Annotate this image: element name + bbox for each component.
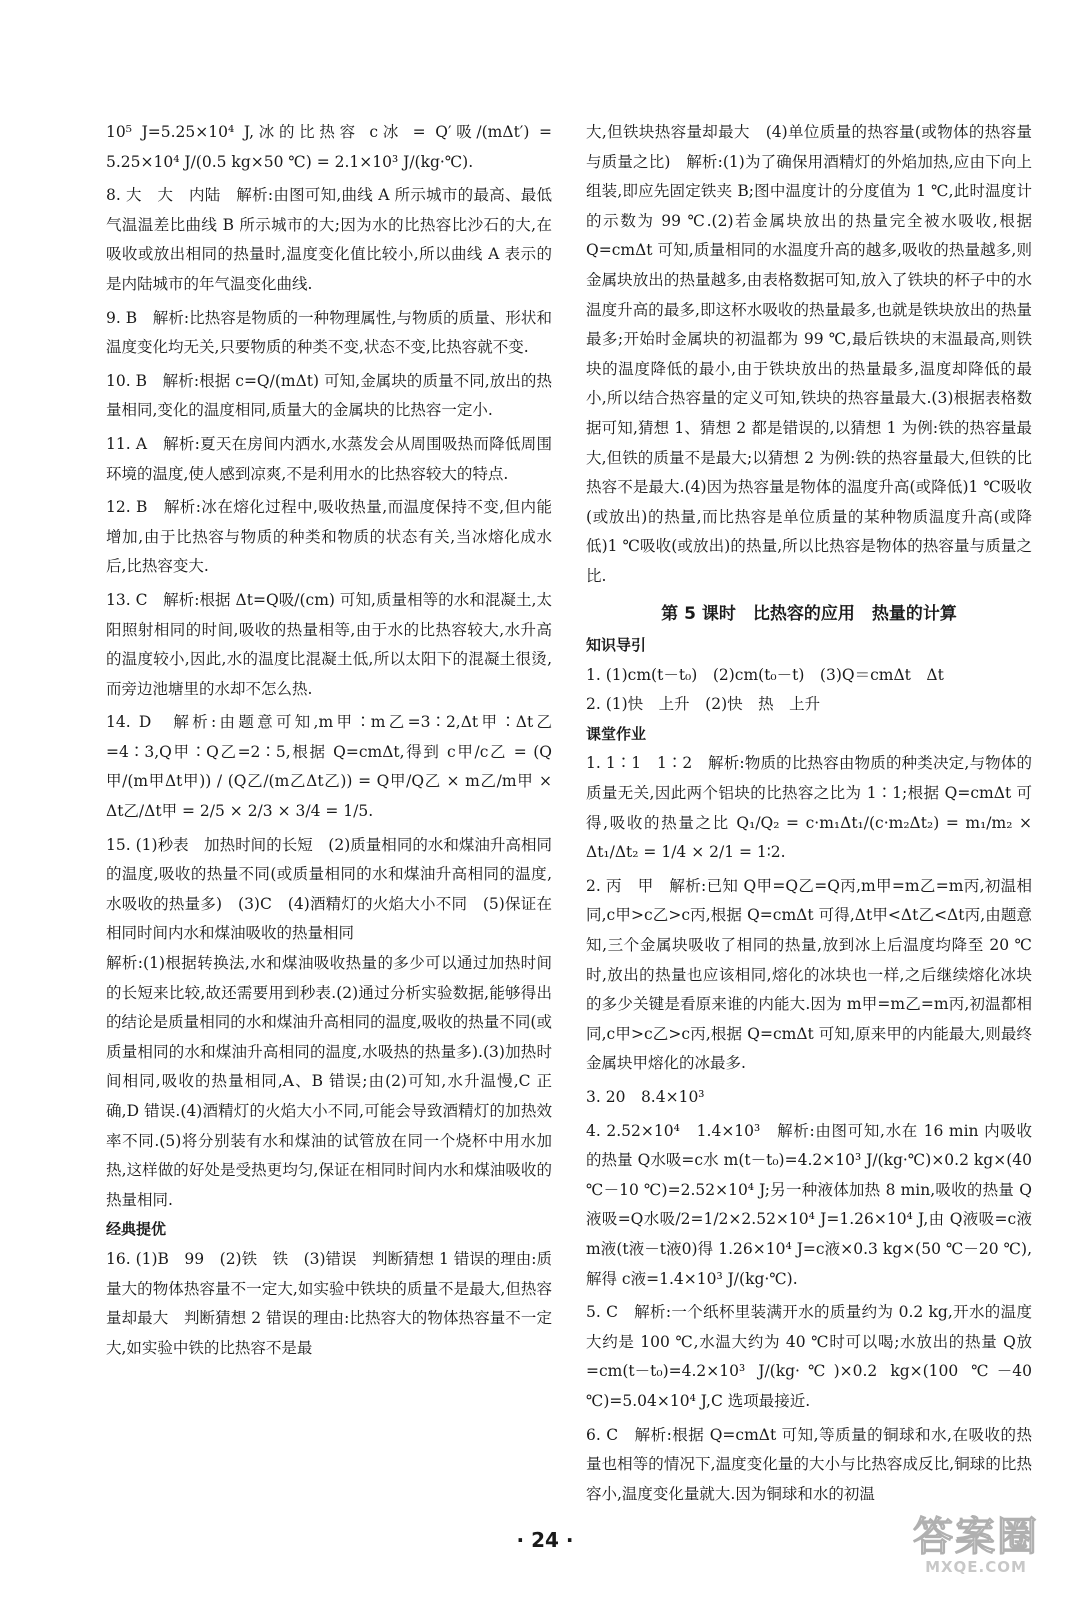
classwork-answer-2: 2. 丙 甲 解析:已知 Q甲=Q乙=Q丙,m甲=m乙=m丙,初温相同,c甲>c乙>c丙,根据 Q=cmΔt 可得,Δt甲<Δt乙<Δt丙,由题意知,三个金属块吸收了相同的热量,放到冰上后温度均降至 20 ℃时,放出的热量也应该相同,熔化的冰块也一样,之后继续熔化冰块的多少关键是看原来谁的内能大.因为 m甲=m乙=m丙,初温都相同,c甲>c乙>c丙,根据 Q=cmΔt 可知,原来甲的内能最大,则最终金属块甲熔化的冰最多.	[586, 876, 1032, 1073]
answer-8: 8. 大 大 内陆 解析:由图可知,曲线 A 所示城市的最高、最低气温温差比曲线 B 所示城市的大;因为水的比热容比沙石的大,在吸收或放出相同的热量时,温度变化值比较小,所以曲线 A 表示的是内陆城市的年气温变化曲线.	[106, 186, 552, 293]
answer-10: 10. B 解析:根据 c=Q/(mΔt) 可知,金属块的质量不同,放出的热量相同,变化的温度相同,质量大的金属块的比热容一定小.	[106, 371, 552, 420]
answer-15-analysis: 解析:(1)根据转换法,水和煤油吸收热量的多少可以通过加热时间的长短来比较,故还需要用到秒表.(2)通过分析实验数据,能够得出的结论是质量相同的水和煤油升高相同的温度,吸收的热量不同(或质量相同的水和煤油升高相同的温度,水吸热的热量多).(3)加热时间相同,吸收的热量相同,A、B 错误;由(2)可知,水升温慢,C 正确,D 错误.(4)酒精灯的火焰大小不同,可能会导致酒精灯的加热效率不同.(5)将分别装有水和煤油的试管放在同一个烧杯中用水加热,这样做的好处是受热更均匀,保证在相同时间内水和煤油吸收的热量相同.	[106, 954, 552, 1209]
guide-item-2: 2. (1)快 上升 (2)快 热 上升	[586, 695, 821, 714]
answer-13: 13. C 解析:根据 Δt=Q吸/(cm) 可知,质量相等的水和混凝土,太阳照射相同的时间,吸收的热量相等,由于水的比热容较大,水升高的温度较小,因此,水的温度比混凝土低,所以太阳下的混凝土很烫,而旁边池塘里的水却不怎么热.	[106, 590, 552, 698]
classwork-answer-1: 1. 1∶1 1∶2 解析:物质的比热容由物质的种类决定,与物体的质量无关,因此两个铝块的比热容之比为 1∶1;根据 Q=cmΔt 可得,吸收的热量之比 Q₁/Q₂ = c·m₁Δt₁/(c·m₂Δt₂) = m₁/m₂ × Δt₁/Δt₂ = 1/4 × 2/1 = 1∶2.	[586, 754, 1032, 862]
classwork-answer-3: 3. 20 8.4×10³	[586, 1088, 705, 1106]
subheading-advanced: 经典提优	[106, 1220, 167, 1239]
answer-16: 16. (1)B 99 (2)铁 铁 (3)错误 判断猜想 1 错误的理由:质量大的物体热容量不一定大,如实验中铁块的质量不是最大,但热容量却最大 判断猜想 2 错误的理由:比热容大的物体热容量不一定大,如实验中铁的比热容不是最	[106, 1249, 552, 1357]
right-column	[586, 118, 1032, 1509]
answer-11: 11. A 解析:夏天在房间内洒水,水蒸发会从周围吸热而降低周围环境的温度,使人感到凉爽,不是利用水的比热容较大的特点.	[106, 434, 552, 483]
answer-continuation: 10⁵ J=5.25×10⁴ J,冰的比热容 c冰 = Q′吸/(mΔt′) = 5.25×10⁴ J/(0.5 kg×50 ℃) = 2.1×10³ J/(kg·℃).	[106, 123, 552, 171]
subheading-classwork: 课堂作业	[586, 724, 647, 743]
watermark-logo-text: 答案圈	[913, 1514, 1039, 1560]
answer-12: 12. B 解析:冰在熔化过程中,吸收热量,而温度保持不变,但内能增加,由于比热容与物质的种类和物质的状态有关,当冰熔化成水后,比热容变大.	[106, 498, 552, 576]
watermark-logo	[906, 1516, 1046, 1578]
guide-item-1: 1. (1)cm(t－t₀) (2)cm(t₀－t) (3)Q＝cmΔt Δt	[586, 665, 944, 684]
answer-15: 15. (1)秒表 加热时间的长短 (2)质量相同的水和煤油升高相同的温度,吸收的热量不同(或质量相同的水和煤油升高相同的温度,水吸收的热量多) (3)C (4)酒精灯的火焰大小不同 (5)保证在相同时间内水和煤油吸收的热量相同	[106, 835, 552, 943]
answer-14: 14. D 解析:由题意可知,m甲∶m乙=3∶2,Δt甲∶Δt乙=4∶3,Q甲∶Q乙=2∶5,根据 Q=cmΔt,得到 c甲/c乙 = (Q甲/(m甲Δt甲)) / (Q乙/(m乙Δt乙)) = Q甲/Q乙 × m乙/m甲 × Δt乙/Δt甲 = 2/5 × 2/3 × 3/4 = 1/5.	[106, 713, 552, 821]
section-title: 第 5 课时 比热容的应用 热量的计算	[661, 603, 957, 624]
classwork-answer-5: 5. C 解析:一个纸杯里装满开水的质量约为 0.2 kg,开水的温度大约是 100 ℃,水温大约为 40 ℃时可以喝;水放出的热量 Q放=cm(t－t₀)=4.2×10³ J/(kg·℃)×0.2 kg×(100 ℃－40 ℃)=5.04×10⁴ J,C 选项最接近.	[586, 1303, 1032, 1410]
left-column	[106, 118, 552, 1363]
classwork-answer-6: 6. C 解析:根据 Q=cmΔt 可知,等质量的铜球和水,在吸收的热量也相等的情况下,温度变化量的大小与比热容成反比,铜球的比热容小,温度变化量就大.因为铜球和水的初温	[586, 1425, 1032, 1503]
subheading-knowledge-guide: 知识导引	[586, 636, 647, 655]
classwork-answer-4: 4. 2.52×10⁴ 1.4×10³ 解析:由图可知,水在 16 min 内吸收的热量 Q水吸=c水 m(t－t₀)=4.2×10³ J/(kg·℃)×0.2 kg×(40 ℃－10 ℃)=2.52×10⁴ J;另一种液体加热 8 min,吸收的热量 Q液吸=Q水吸/2=1/2×2.52×10⁴ J=1.26×10⁴ J,由 Q液吸=c液m液(t液－t液0)得 1.26×10⁴ J=c液×0.3 kg×(50 ℃－20 ℃),解得 c液=1.4×10³ J/(kg·℃).	[586, 1121, 1032, 1288]
answer-16-continuation: 大,但铁块热容量却最大 (4)单位质量的热容量(或物体的热容量与质量之比) 解析:(1)为了确保用酒精灯的外焰加热,应由下向上组装,即应先固定铁夹 B;图中温度计的分度值为 1 ℃,此时温度计的示数为 99 ℃.(2)若金属块放出的热量完全被水吸收,根据 Q=cmΔt 可知,质量相同的水温度升高的越多,吸收的热量越多,则金属块放出的热量越多,由表格数据可知,放入了铁块的杯子中的水温度升高的最多,即这杯水吸收的热量最多,也就是铁块放出的热量最多;开始时金属块的初温都为 99 ℃,最后铁块的末温最高,则铁块的温度降低的最小,由于铁块放出的热量最多,温度却降低的最小,所以结合热容量的定义可知,铁块的热容量最大.(3)根据表格数据可知,猜想 1、猜想 2 都是错误的,以猜想 1 为例:铁的热容量最大,但铁的质量不是最大;以猜想 2 为例:铁的热容量最大,但铁的比热容不是最大.(4)因为热容量是物体的温度升高(或降低)1 ℃吸收(或放出)的热量,而比热容是单位质量的某种物质温度升高(或降低)1 ℃吸收(或放出)的热量,所以比热容是物体的热容量与质量之比.	[586, 123, 1032, 585]
answer-9: 9. B 解析:比热容是物质的一种物理属性,与物质的质量、形状和温度变化均无关,只要物质的种类不变,状态不变,比热容就不变.	[106, 308, 552, 357]
watermark-url: MXQE.COM	[925, 1558, 1027, 1576]
page-number: · 24 ·	[516, 1528, 574, 1552]
